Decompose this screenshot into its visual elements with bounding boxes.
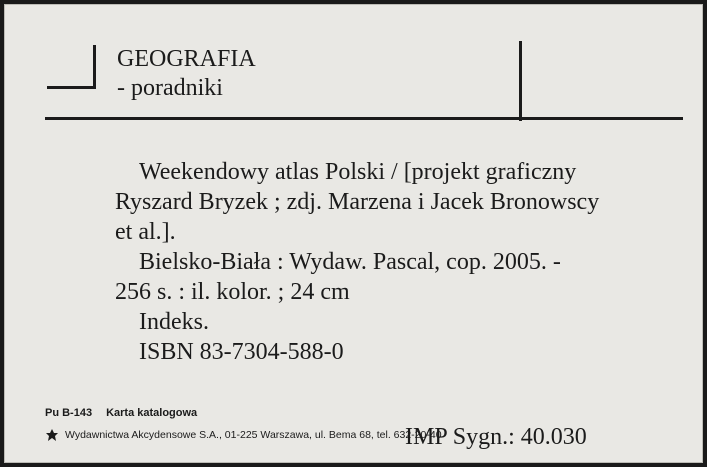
- record-line-note: Indeks.: [139, 309, 209, 335]
- catalog-card: [4, 4, 703, 463]
- shelf-signature: IMP Sygn.: 40.030: [405, 424, 587, 450]
- record-line-isbn: ISBN 83-7304-588-0: [139, 339, 344, 365]
- form-code: Pu B-143: [45, 407, 93, 419]
- subject-heading: [117, 45, 256, 103]
- record-line-authors-end: et al.].: [115, 219, 176, 245]
- record-line-physical: 256 s. : il. kolor. ; 24 cm: [115, 279, 350, 305]
- record-line-authors: Ryszard Bryzek ; zdj. Marzena i Jacek Bronowscy: [115, 189, 600, 215]
- subject-subheading: - poradniki: [117, 75, 223, 101]
- header-horizontal-divider: [45, 117, 683, 120]
- record-line-title: Weekendowy atlas Polski / [projekt graficzny: [139, 159, 577, 185]
- corner-bracket-horizontal: [47, 86, 96, 89]
- publisher-logo-icon: [45, 428, 59, 442]
- corner-bracket-vertical: [93, 45, 96, 89]
- publisher-info: Wydawnictwa Akcydensowe S.A., 01-225 Warszawa, ul. Bema 68, tel. 632-20-40: [65, 429, 442, 441]
- record-line-publication: Bielsko-Biała : Wydaw. Pascal, cop. 2005. -: [139, 249, 561, 275]
- subject-title: GEOGRAFIA: [117, 46, 256, 72]
- form-name: Karta katalogowa: [106, 407, 198, 419]
- bibliographic-record: [115, 157, 635, 367]
- card-footer: [45, 407, 442, 442]
- header-vertical-divider: [519, 41, 522, 121]
